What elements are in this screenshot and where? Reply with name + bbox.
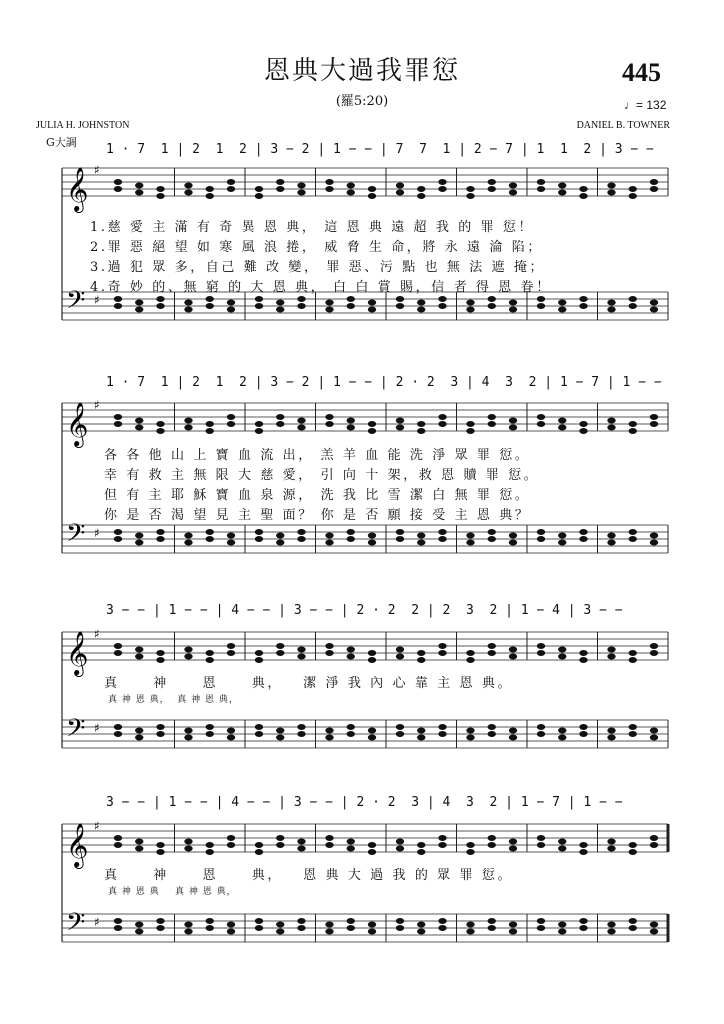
- note-head: [276, 728, 284, 734]
- note-head: [579, 421, 587, 427]
- note-head: [114, 296, 122, 302]
- note-head: [114, 643, 122, 649]
- note-head: [227, 179, 235, 185]
- scripture-reference: (羅5:20): [335, 94, 389, 109]
- note-head: [325, 414, 333, 420]
- note-head: [206, 842, 214, 848]
- lyric-verse: 各 各 他 山 上 寶 血 流 出， 羔 羊 血 能 洗 淨 眾 罪 愆。: [104, 448, 531, 463]
- note-head: [537, 529, 545, 535]
- note-head: [509, 418, 517, 424]
- note-head: [156, 529, 164, 535]
- note-head: [368, 842, 376, 848]
- note-head: [417, 533, 425, 539]
- note-head: [488, 179, 496, 185]
- note-head: [466, 300, 474, 306]
- note-head: [579, 296, 587, 302]
- lyric-echo: 真 神 恩 典 真 神 恩 典，: [108, 887, 237, 897]
- note-head: [438, 918, 446, 924]
- note-head: [466, 842, 474, 848]
- note-head: [114, 724, 122, 730]
- key-signature-label: G大調: [46, 136, 77, 149]
- note-head: [276, 922, 284, 928]
- note-head: [509, 922, 517, 928]
- note-head: [184, 647, 192, 653]
- lyric-verse: 真 神 恩 典， 潔 淨 我 內 心 靠 主 恩 典。: [104, 676, 514, 691]
- note-head: [325, 643, 333, 649]
- note-head: [206, 186, 214, 192]
- note-head: [537, 643, 545, 649]
- note-head: [135, 728, 143, 734]
- note-head: [184, 839, 192, 845]
- note-head: [368, 300, 376, 306]
- note-head: [227, 300, 235, 306]
- hymn-title: 恩典大過我罪愆: [263, 56, 460, 86]
- bass-clef-icon: 𝄢: [66, 714, 86, 749]
- note-head: [417, 186, 425, 192]
- note-head: [135, 183, 143, 189]
- note-head: [184, 300, 192, 306]
- note-head: [347, 418, 355, 424]
- note-head: [396, 529, 404, 535]
- note-head: [417, 922, 425, 928]
- note-head: [466, 533, 474, 539]
- note-head: [629, 296, 637, 302]
- note-head: [156, 724, 164, 730]
- note-head: [325, 728, 333, 734]
- note-head: [396, 724, 404, 730]
- note-head: [607, 533, 615, 539]
- sharp-icon: ♯: [94, 819, 100, 833]
- note-head: [135, 418, 143, 424]
- note-head: [297, 839, 305, 845]
- note-head: [276, 179, 284, 185]
- lyric-verse: 1.慈 愛 主 滿 有 奇 異 恩 典， 這 恩 典 遠 超 我 的 罪 愆！: [90, 220, 535, 235]
- bass-clef-icon: 𝄢: [66, 519, 86, 554]
- note-head: [156, 421, 164, 427]
- note-head: [255, 918, 263, 924]
- note-head: [184, 922, 192, 928]
- note-head: [607, 839, 615, 845]
- note-head: [368, 650, 376, 656]
- note-head: [347, 529, 355, 535]
- note-head: [368, 421, 376, 427]
- note-head: [206, 529, 214, 535]
- note-head: [396, 418, 404, 424]
- note-head: [509, 300, 517, 306]
- note-head: [227, 414, 235, 420]
- hymn-number: 445: [622, 58, 661, 87]
- jianpu-line: 3 − − | 1 − − | 4 − − | 3 − − | 2 · 2 3 | 4 3 2 | 1 − 7 | 1 − −: [106, 795, 623, 810]
- note-head: [227, 533, 235, 539]
- note-head: [396, 918, 404, 924]
- note-head: [488, 918, 496, 924]
- note-head: [509, 183, 517, 189]
- note-head: [347, 839, 355, 845]
- note-head: [607, 418, 615, 424]
- note-head: [297, 647, 305, 653]
- note-head: [579, 918, 587, 924]
- note-head: [438, 643, 446, 649]
- note-head: [650, 728, 658, 734]
- note-head: [417, 421, 425, 427]
- note-head: [607, 183, 615, 189]
- note-head: [509, 533, 517, 539]
- note-head: [396, 839, 404, 845]
- note-head: [629, 421, 637, 427]
- note-head: [206, 296, 214, 302]
- note-head: [629, 650, 637, 656]
- note-head: [184, 183, 192, 189]
- note-head: [509, 839, 517, 845]
- note-head: [114, 835, 122, 841]
- note-head: [347, 296, 355, 302]
- note-head: [629, 529, 637, 535]
- lyric-verse: 2.罪 惡 絕 望 如 寒 風 浪 捲， 威 脅 生 命，將 永 遠 淪 陷；: [90, 240, 543, 255]
- note-head: [438, 414, 446, 420]
- note-head: [325, 533, 333, 539]
- note-head: [537, 414, 545, 420]
- note-head: [558, 533, 566, 539]
- note-head: [276, 300, 284, 306]
- music-by: DANIEL B. TOWNER: [576, 120, 670, 131]
- note-head: [206, 724, 214, 730]
- note-head: [438, 724, 446, 730]
- note-head: [417, 842, 425, 848]
- note-head: [156, 186, 164, 192]
- note-head: [227, 643, 235, 649]
- jianpu-line: 1 · 7 1 | 2 1 2 | 3 − 2 | 1 − − | 2 · 2 3 | 4 3 2 | 1 − 7 | 1 − −: [106, 375, 662, 390]
- note-head: [297, 296, 305, 302]
- note-head: [488, 643, 496, 649]
- note-head: [255, 842, 263, 848]
- note-head: [579, 529, 587, 535]
- note-head: [488, 835, 496, 841]
- sharp-icon: ♯: [94, 721, 100, 735]
- note-head: [537, 835, 545, 841]
- note-head: [537, 918, 545, 924]
- note-head: [537, 296, 545, 302]
- note-head: [466, 922, 474, 928]
- note-head: [368, 533, 376, 539]
- note-head: [488, 529, 496, 535]
- note-head: [537, 179, 545, 185]
- lyric-verse: 幸 有 救 主 無 限 大 慈 愛， 引 向 十 架，救 恩 贖 罪 愆。: [104, 468, 540, 483]
- note-head: [297, 418, 305, 424]
- note-head: [558, 647, 566, 653]
- note-head: [156, 650, 164, 656]
- note-head: [396, 647, 404, 653]
- note-head: [466, 650, 474, 656]
- note-head: [156, 918, 164, 924]
- note-head: [368, 186, 376, 192]
- note-head: [276, 533, 284, 539]
- note-head: [607, 922, 615, 928]
- note-head: [135, 839, 143, 845]
- note-head: [325, 179, 333, 185]
- note-head: [368, 922, 376, 928]
- note-head: [255, 421, 263, 427]
- note-head: [347, 918, 355, 924]
- note-head: [438, 179, 446, 185]
- bass-clef-icon: 𝄢: [66, 286, 86, 321]
- note-head: [650, 922, 658, 928]
- note-head: [325, 922, 333, 928]
- sharp-icon: ♯: [94, 398, 100, 412]
- note-head: [629, 724, 637, 730]
- note-head: [579, 842, 587, 848]
- note-head: [227, 728, 235, 734]
- note-head: [227, 835, 235, 841]
- note-head: [438, 296, 446, 302]
- note-head: [114, 179, 122, 185]
- note-head: [255, 296, 263, 302]
- note-head: [255, 186, 263, 192]
- note-head: [325, 300, 333, 306]
- lyric-verse: 3.過 犯 眾 多，自己 難 改 變， 罪 惡、污 點 也 無 法 遮 掩；: [90, 260, 546, 275]
- lyric-verse: 你 是 否 渴 望 見 主 聖 面？ 你 是 否 願 接 受 主 恩 典？: [104, 508, 531, 523]
- note-head: [396, 296, 404, 302]
- note-head: [488, 296, 496, 302]
- note-head: [206, 650, 214, 656]
- note-head: [417, 728, 425, 734]
- note-head: [629, 186, 637, 192]
- note-head: [255, 529, 263, 535]
- note-head: [184, 533, 192, 539]
- note-head: [509, 728, 517, 734]
- note-head: [227, 922, 235, 928]
- note-head: [607, 300, 615, 306]
- note-head: [607, 728, 615, 734]
- note-head: [368, 728, 376, 734]
- note-head: [184, 418, 192, 424]
- note-head: [579, 650, 587, 656]
- note-head: [537, 724, 545, 730]
- treble-clef-icon: 𝄞: [66, 167, 89, 211]
- note-head: [206, 421, 214, 427]
- note-head: [276, 835, 284, 841]
- sharp-icon: ♯: [94, 526, 100, 540]
- sharp-icon: ♯: [94, 915, 100, 929]
- note-head: [629, 842, 637, 848]
- note-head: [255, 650, 263, 656]
- lyric-verse: 真 神 恩 典， 恩 典 大 過 我 的 眾 罪 愆。: [104, 868, 514, 883]
- note-head: [347, 724, 355, 730]
- note-head: [156, 296, 164, 302]
- note-head: [629, 918, 637, 924]
- note-head: [650, 414, 658, 420]
- note-head: [114, 529, 122, 535]
- note-head: [558, 922, 566, 928]
- note-head: [347, 647, 355, 653]
- note-head: [297, 918, 305, 924]
- note-head: [135, 533, 143, 539]
- lyric-echo: 真 神 恩 典， 真 神 恩 典，: [108, 695, 239, 705]
- bass-clef-icon: 𝄢: [66, 908, 86, 943]
- note-head: [114, 414, 122, 420]
- note-head: [466, 186, 474, 192]
- sharp-icon: ♯: [94, 293, 100, 307]
- note-head: [558, 418, 566, 424]
- treble-clef-icon: 𝄞: [66, 823, 89, 867]
- note-head: [276, 414, 284, 420]
- note-head: [650, 300, 658, 306]
- sharp-icon: ♯: [94, 627, 100, 641]
- note-head: [297, 529, 305, 535]
- note-head: [466, 728, 474, 734]
- note-head: [114, 918, 122, 924]
- note-head: [396, 183, 404, 189]
- note-head: [650, 533, 658, 539]
- note-head: [558, 728, 566, 734]
- jianpu-line: 3 − − | 1 − − | 4 − − | 3 − − | 2 · 2 2 | 2 3 2 | 1 − 4 | 3 − −: [106, 603, 623, 618]
- lyric-verse: 4.奇 妙 的、無 窮 的 大 恩 典， 白 白 賞 賜，信 者 得 恩 眷！: [90, 280, 552, 295]
- note-head: [297, 724, 305, 730]
- note-head: [579, 186, 587, 192]
- note-head: [135, 922, 143, 928]
- note-head: [509, 647, 517, 653]
- sharp-icon: ♯: [94, 163, 100, 177]
- music-staff-system: [0, 814, 724, 984]
- words-by: JULIA H. JOHNSTON: [36, 120, 130, 131]
- note-head: [255, 724, 263, 730]
- note-head: [276, 643, 284, 649]
- note-head: [417, 300, 425, 306]
- note-head: [438, 529, 446, 535]
- note-head: [558, 183, 566, 189]
- note-head: [466, 421, 474, 427]
- jianpu-line: 1 · 7 1 | 2 1 2 | 3 − 2 | 1 − − | 7 7 1 | 2 − 7 | 1 1 2 | 3 − −: [106, 142, 654, 157]
- note-head: [488, 414, 496, 420]
- note-head: [206, 918, 214, 924]
- treble-clef-icon: 𝄞: [66, 402, 89, 446]
- note-head: [135, 647, 143, 653]
- note-head: [579, 724, 587, 730]
- note-head: [156, 842, 164, 848]
- tempo-marking: ♩= 132: [624, 98, 667, 112]
- note-head: [347, 183, 355, 189]
- note-head: [417, 650, 425, 656]
- note-head: [558, 300, 566, 306]
- note-head: [607, 647, 615, 653]
- note-head: [325, 835, 333, 841]
- note-head: [650, 835, 658, 841]
- note-head: [558, 839, 566, 845]
- note-head: [488, 724, 496, 730]
- note-head: [650, 179, 658, 185]
- lyric-verse: 但 有 主 耶 穌 寶 血 泉 源， 洗 我 比 雪 潔 白 無 罪 愆。: [104, 488, 531, 503]
- note-head: [135, 300, 143, 306]
- note-head: [650, 643, 658, 649]
- treble-clef-icon: 𝄞: [66, 631, 89, 675]
- note-head: [297, 183, 305, 189]
- note-head: [184, 728, 192, 734]
- note-head: [438, 835, 446, 841]
